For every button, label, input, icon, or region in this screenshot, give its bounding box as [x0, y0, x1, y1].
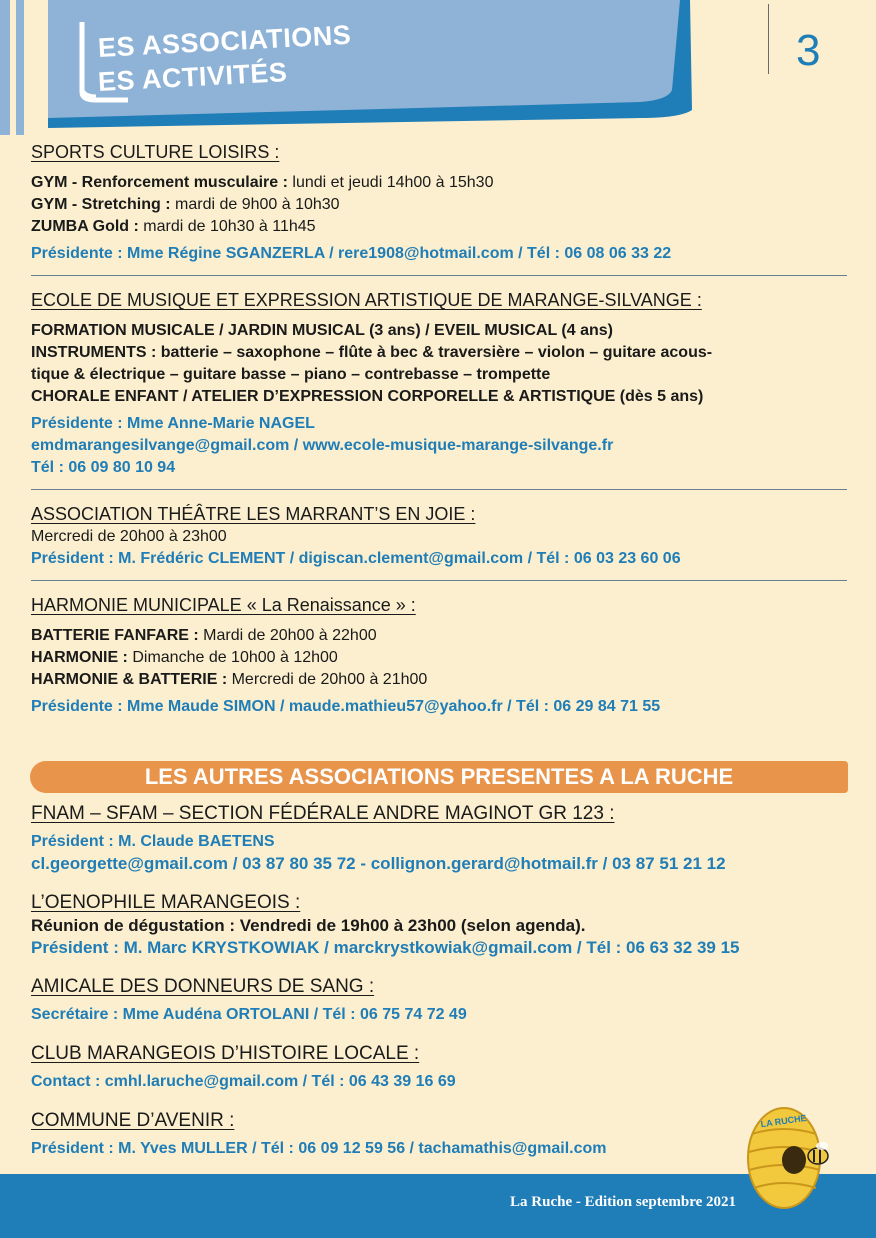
section-title: FNAM – SFAM – SECTION FÉDÉRALE ANDRE MAGINOT GR 123 :: [31, 803, 615, 824]
contact-line: Secrétaire : Mme Audéna ORTOLANI / Tél : 06 75 74 72 49: [31, 1006, 467, 1023]
section-sports: [31, 140, 851, 265]
page-number: 3: [796, 26, 821, 75]
contact-line: Contact : cmhl.laruche@gmail.com / Tél : 06 43 39 16 69: [31, 1073, 456, 1090]
header-title-line2: ES ACTIVITÉS: [97, 57, 289, 97]
section-title: SPORTS CULTURE LOISIRS :: [31, 142, 280, 162]
beehive-logo-icon: [736, 1094, 846, 1214]
activity-line: [31, 625, 851, 647]
section-title: CLUB MARANGEOIS D’HISTOIRE LOCALE :: [31, 1043, 420, 1064]
activity-schedule: Dimanche de 10h00 à 12h00: [127, 649, 338, 666]
contact-line: cl.georgette@gmail.com / 03 87 80 35 72 - collignon.gerard@hotmail.fr / 03 87 51 21 12: [31, 854, 726, 873]
contact-line: emdmarangesilvange@gmail.com / www.ecole-musique-marange-silvange.fr: [31, 437, 614, 454]
divider: [31, 580, 847, 581]
section-harmonie: [31, 593, 851, 718]
contact-line: Président : M. Yves MULLER / Tél : 06 09 12 59 56 / tachamathis@gmail.com: [31, 1140, 607, 1157]
associations-list: [31, 140, 851, 718]
contact-line: Tél : 06 09 80 10 94: [31, 459, 176, 476]
activity-name: HARMONIE & BATTERIE :: [31, 671, 228, 688]
contact-line: Présidente : Mme Maude SIMON / maude.mathieu57@yahoo.fr / Tél : 06 29 84 71 55: [31, 698, 661, 715]
activity-line: [31, 669, 851, 691]
section-title: COMMUNE D’AVENIR :: [31, 1110, 235, 1131]
divider: [31, 275, 847, 276]
activity-schedule: Mercredi de 20h00 à 21h00: [227, 671, 428, 688]
divider: [31, 489, 847, 490]
section-musique: [31, 288, 851, 479]
section-title: L’OENOPHILE MARANGEOIS :: [31, 892, 301, 913]
other-associations-banner: LES AUTRES ASSOCIATIONS PRESENTES A LA RUCHE: [30, 761, 848, 793]
section-oenophile: [31, 891, 851, 959]
activity-name: HARMONIE :: [31, 649, 128, 666]
activity-name: ZUMBA Gold :: [31, 218, 139, 235]
section-title: ASSOCIATION THÉÂTRE LES MARRANT’S EN JOIE :: [31, 504, 476, 524]
page-header-title: [97, 19, 352, 98]
section-title: AMICALE DES DONNEURS DE SANG :: [31, 976, 375, 997]
section-donneurs-sang: [31, 975, 851, 1026]
section-fnam: [31, 802, 851, 875]
activity-schedule: mardi de 10h30 à 11h45: [138, 218, 316, 235]
section-title: HARMONIE MUNICIPALE « La Renaissance » :: [31, 595, 416, 615]
contact-line: Présidente : Mme Anne-Marie NAGEL: [31, 415, 315, 432]
activity-line: [31, 647, 851, 669]
activity-name: GYM - Renforcement musculaire :: [31, 174, 288, 191]
activity-schedule: mardi de 9h00 à 10h30: [170, 196, 340, 213]
activity-line: Mercredi de 20h00 à 23h00: [31, 528, 227, 545]
other-associations-list: [31, 802, 851, 1160]
activity-line: CHORALE ENFANT / ATELIER D’EXPRESSION CORPORELLE & ARTISTIQUE (dès 5 ans): [31, 388, 704, 405]
activity-name: GYM - Stretching :: [31, 196, 171, 213]
section-histoire-locale: [31, 1042, 851, 1093]
activity-line: tique & électrique – guitare basse – piano – contrebasse – trompette: [31, 366, 551, 383]
activity-schedule: Mardi de 20h00 à 22h00: [198, 627, 377, 644]
activity-name: BATTERIE FANFARE :: [31, 627, 199, 644]
activity-line: FORMATION MUSICALE / JARDIN MUSICAL (3 ans) / EVEIL MUSICAL (4 ans): [31, 322, 613, 339]
header-title-line1: ES ASSOCIATIONS: [97, 19, 352, 63]
footer-edition-text: La Ruche - Edition septembre 2021: [510, 1194, 736, 1210]
section-commune-avenir: [31, 1109, 851, 1160]
activity-schedule: lundi et jeudi 14h00 à 15h30: [287, 174, 494, 191]
contact-line: Président : M. Frédéric CLEMENT / digiscan.clement@gmail.com / Tél : 06 03 23 60 06: [31, 550, 681, 567]
activity-line: [31, 216, 851, 238]
hive-logo-text: LA RUCHE: [760, 1112, 808, 1130]
section-theatre: [31, 502, 851, 570]
activity-line: [31, 194, 851, 216]
activity-line: Réunion de dégustation : Vendredi de 19h00 à 23h00 (selon agenda).: [31, 916, 586, 935]
contact-line: Président : M. Marc KRYSTKOWIAK / marckrystkowiak@gmail.com / Tél : 06 63 32 39 15: [31, 938, 740, 957]
section-title: ECOLE DE MUSIQUE ET EXPRESSION ARTISTIQUE DE MARANGE-SILVANGE :: [31, 290, 702, 310]
activity-line: [31, 172, 851, 194]
page-number-divider: [768, 4, 769, 74]
contact-line: Président : M. Claude BAETENS: [31, 833, 275, 850]
activity-line: INSTRUMENTS : batterie – saxophone – flûte à bec & traversière – violon – guitare acous-: [31, 344, 713, 361]
contact-line: Présidente : Mme Régine SGANZERLA / rere1908@hotmail.com / Tél : 06 08 06 33 22: [31, 245, 672, 262]
